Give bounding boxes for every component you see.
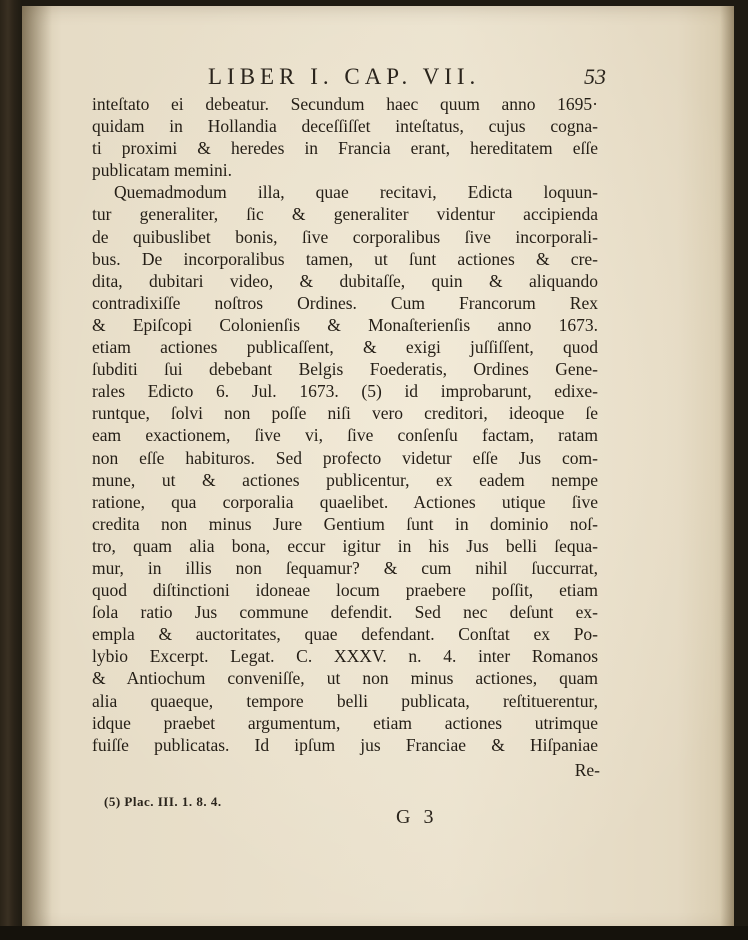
text-line: quod diſtinctioni idoneae locum praebere poſſit, etiam <box>92 580 598 601</box>
text-line: lybio Excerpt. Legat. C. XXXV. n. 4. inter Romanos <box>92 646 598 667</box>
bottom-edge <box>0 926 748 940</box>
text-line: dita, dubitari video, & dubitaſſe, quin & aliquando <box>92 270 598 291</box>
text-line: ſola ratio Jus commune defendit. Sed nec deſunt ex- <box>92 602 598 623</box>
text-line: ti proximi & heredes in Francia erant, hereditatem eſſe <box>92 138 598 159</box>
text-line: & Epiſcopi Colonienſis & Monaſterienſis anno 1673. <box>92 314 598 335</box>
text-line: quidam in Hollandia deceſſiſſet inteſtatus, cujus cogna- <box>92 116 598 137</box>
text-line: fuiſſe publicatas. Id ipſum jus Franciae & Hiſpaniae <box>92 734 598 755</box>
text-line: tro, quam alia bona, eccur igitur in his Jus belli ſequa- <box>92 535 598 556</box>
text-line: eam exactionem, ſive vi, ſive conſenſu factam, ratam <box>92 425 598 446</box>
running-head: LIBER I. CAP. VII. <box>208 64 481 89</box>
text-line: empla & auctoritates, quae defendant. Conſtat ex Po- <box>92 624 598 645</box>
footnote: (5) Plac. III. 1. 8. 4. <box>104 794 222 809</box>
text-line: bus. De incorporalibus tamen, ut ſunt actiones & cre- <box>92 248 598 269</box>
text-line: & Antiochum conveniſſe, ut non minus actiones, quam <box>92 668 598 689</box>
text-line: alia quaeque, tempore belli publicata, reſtituerentur, <box>92 690 598 711</box>
text-line: publicatam memini. <box>92 160 232 181</box>
page-gutter-shadow <box>22 6 52 932</box>
page-header <box>100 64 620 94</box>
catchword: Re- <box>574 760 600 780</box>
text-line: ſubditi ſui debebant Belgis Foederatis, Ordines Gene- <box>92 359 598 380</box>
text-line: Quemadmodum illa, quae recitavi, Edicta loquun- <box>114 182 598 203</box>
signature-mark: G 3 <box>396 806 438 828</box>
body-text <box>92 93 598 756</box>
page-edge-shadow <box>720 6 734 932</box>
text-line: rales Edicto 6. Jul. 1673. (5) id improbarunt, edixe- <box>92 381 598 402</box>
text-line: ratione, qua corporalia quaelibet. Actiones utique ſive <box>92 491 598 512</box>
text-line: mur, in illis non ſequamur? & cum nihil ſuccurrat, <box>92 557 598 578</box>
text-line: de quibuslibet bonis, ſive corporalibus ſive incorporali- <box>92 226 598 247</box>
page-number: 53 <box>584 64 606 89</box>
text-line: tur generaliter, ſic & generaliter videntur accipienda <box>92 204 598 225</box>
text-line: runtque, ſolvi non poſſe niſi vero creditori, ideoque ſe <box>92 403 598 424</box>
text-line: contradixiſſe noſtros Ordines. Cum Francorum Rex <box>92 292 598 313</box>
book-page <box>22 6 734 932</box>
text-line: credita non minus Jure Gentium ſunt in dominio noſ- <box>92 513 598 534</box>
text-line: non eſſe habituros. Sed profecto videtur eſſe Jus com- <box>92 447 598 468</box>
text-line: mune, ut & actiones publicentur, ex eadem nempe <box>92 469 598 490</box>
text-line: etiam actiones publicaſſent, & exigi juſſiſſent, quod <box>92 337 598 358</box>
text-line: inteſtato ei debeatur. Secundum haec quum anno 1695· <box>92 94 598 114</box>
text-line: idque praebet argumentum, etiam actiones utrimque <box>92 712 598 733</box>
